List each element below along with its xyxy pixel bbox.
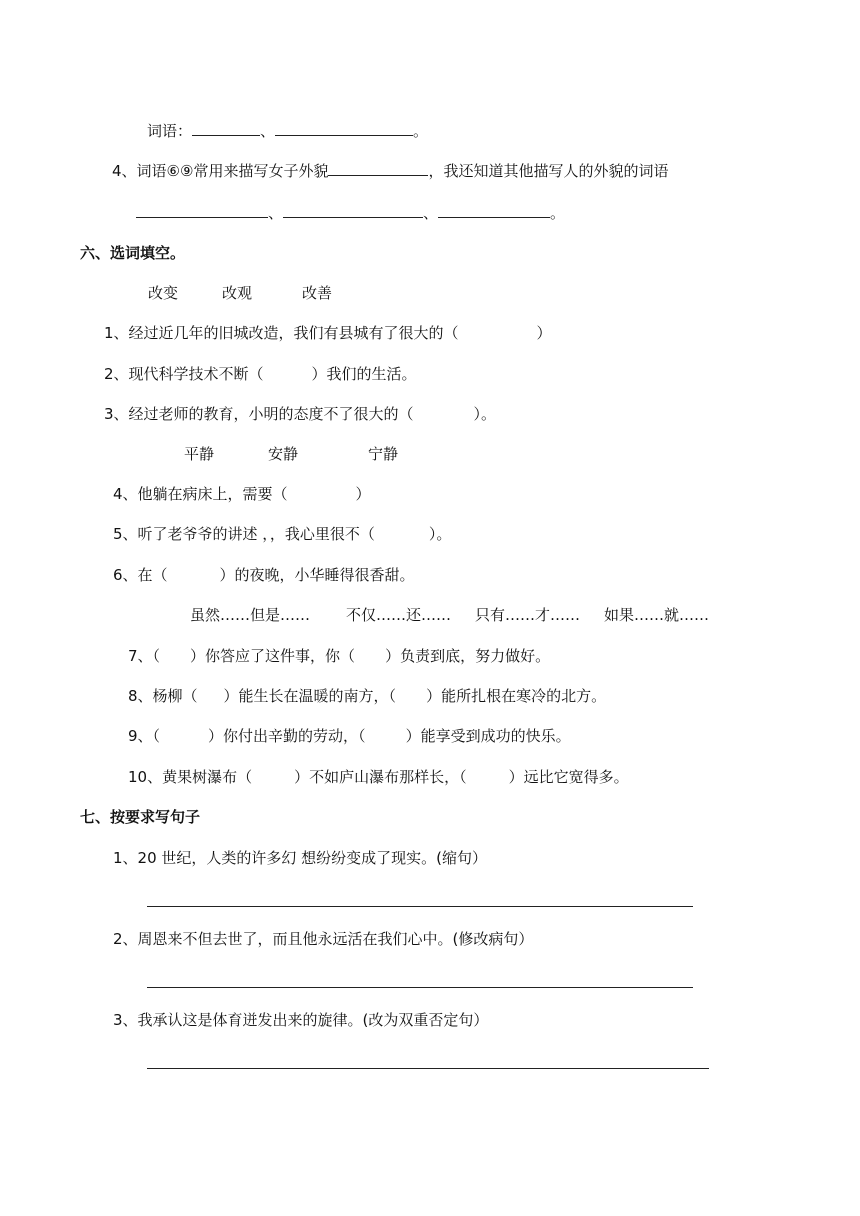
- s7-question-2: 2、周恩来不但去世了，而且他永远活在我们心中。(修改病句）: [113, 930, 534, 948]
- word-option: 宁静: [368, 445, 399, 463]
- section-7-title: 七、按要求写句子: [80, 808, 201, 826]
- word-option: 不仅……还……: [346, 606, 452, 624]
- s6-question-9: 9、（ ）你付出辛勤的劳动，（ ）能享受到成功的快乐。: [128, 727, 571, 745]
- s6-question-5: 5、听了老爷爷的讲述 ，，我心里很不（ ）。: [113, 525, 452, 543]
- ciyu-line: 词语： 、 。: [147, 122, 429, 140]
- word-option: 只有……才……: [475, 606, 581, 624]
- answer-blank[interactable]: [283, 202, 423, 218]
- s6-question-1: 1、经过近几年的旧城改造，我们有县城有了很大的（ ）: [104, 324, 552, 342]
- word-option: 如果……就……: [604, 606, 710, 624]
- word-option: 改善: [302, 284, 333, 302]
- answer-blank[interactable]: [136, 202, 268, 218]
- word-option: 改变: [148, 284, 179, 302]
- answer-line[interactable]: [147, 906, 693, 907]
- word-group-2: [184, 443, 398, 465]
- answer-blank[interactable]: [275, 120, 413, 136]
- s6-question-4: 4、他躺在病床上，需要（ ）: [113, 485, 371, 503]
- section-6-title: 六、选词填空。: [80, 244, 186, 262]
- s7-question-1: 1、20 世纪，人类的许多幻 想纷纷变成了现实。(缩句）: [113, 849, 488, 867]
- answer-blank[interactable]: [192, 120, 260, 136]
- ciyu-label: 词语：: [147, 122, 193, 140]
- answer-blank[interactable]: [328, 160, 428, 176]
- word-group-3: [190, 604, 709, 626]
- s6-question-6: 6、在（ ）的夜晚，小华睡得很香甜。: [113, 566, 415, 584]
- word-group-1: [148, 282, 332, 304]
- s6-question-7: 7、（ ）你答应了这件事，你（ ）负责到底，努力做好。: [128, 647, 551, 665]
- s5-question-4: 4、词语⑥⑨常用来描写女子外貌 ，我还知道其他描写人的外貌的词语: [112, 162, 669, 180]
- answer-line[interactable]: [147, 1068, 709, 1069]
- s6-question-8: 8、杨柳（ ）能生长在温暖的南方，（ ）能所扎根在寒冷的北方。: [128, 687, 607, 705]
- word-option: 虽然……但是……: [190, 606, 311, 624]
- s7-question-3: 3、我承认这是体育迸发出来的旋律。(改为双重否定句）: [113, 1011, 489, 1029]
- answer-line[interactable]: [147, 987, 693, 988]
- word-option: 平静: [184, 445, 215, 463]
- s6-question-3: 3、经过老师的教育，小明的态度不了很大的（ ）。: [104, 405, 497, 423]
- answer-blank[interactable]: [438, 202, 550, 218]
- word-option: 安静: [268, 445, 299, 463]
- s5-question-4-blanks: 、 、 。: [136, 202, 565, 224]
- word-option: 改观: [222, 284, 253, 302]
- s6-question-2: 2、现代科学技术不断（ ）我们的生活。: [104, 365, 417, 383]
- s6-question-10: 10、黄果树瀑布（ ）不如庐山瀑布那样长，（ ）远比它宽得多。: [128, 768, 629, 786]
